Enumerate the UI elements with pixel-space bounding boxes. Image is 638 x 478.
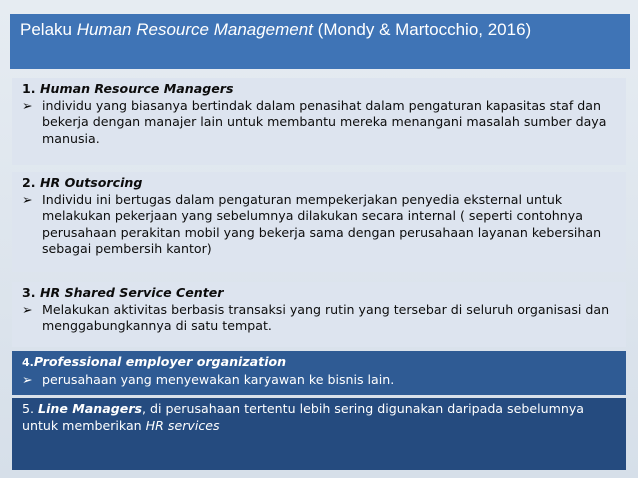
arrow-bullet-icon: ➢ — [22, 301, 33, 317]
section-title: Line Managers — [38, 401, 143, 416]
bullet-text: individu yang biasanya bertindak dalam penasihat dalam pengaturan kapasitas staf dan bekerja dengan manajer lain untuk membantu mereka menangani masalah sumber daya manusia. — [42, 97, 607, 146]
section-heading — [22, 285, 616, 302]
arrow-bullet-icon: ➢ — [22, 97, 33, 113]
section-hr-shared-service-center — [12, 282, 626, 347]
section-paragraph — [22, 401, 616, 434]
bullet-text: Individu ini bertugas dalam pengaturan mempekerjakan penyedia eksternal untuk melakukan pekerjaan yang sebelumnya dilakukan secara internal ( seperti contohnya perusahaan perakitan mobil yang bekerja sama dengan perusahaan layanan kebersihan sebagai pembersih kantor) — [42, 191, 602, 256]
slide-title — [10, 14, 630, 69]
title-emphasis: Human Resource Management — [76, 20, 313, 39]
section-number: 5. — [22, 401, 35, 416]
section-line-managers — [12, 398, 626, 470]
section-text-emphasis: HR services — [145, 417, 220, 433]
section-title: HR Outsorcing — [39, 175, 143, 190]
bullet-item — [22, 192, 616, 258]
arrow-bullet-icon: ➢ — [22, 371, 33, 387]
section-title: Human Resource Managers — [39, 81, 234, 96]
bullet-text: Melakukan aktivitas berbasis transaksi yang rutin yang tersebar di seluruh organisasi dan menggabungkannya di satu tempat. — [42, 301, 610, 333]
arrow-bullet-icon: ➢ — [22, 191, 33, 207]
title-prefix: Pelaku — [20, 20, 77, 39]
section-number: 2. — [22, 175, 36, 190]
section-professional-employer-organization — [12, 351, 626, 395]
bullet-text: perusahaan yang menyewakan karyawan ke bisnis lain. — [42, 371, 395, 387]
section-number: 1. — [22, 81, 36, 96]
section-heading — [22, 81, 616, 98]
bullet-item — [22, 98, 616, 148]
section-human-resource-managers — [12, 78, 626, 165]
section-title: Professional employer organization — [33, 354, 287, 369]
title-suffix: (Mondy & Martocchio, 2016) — [312, 20, 532, 39]
bullet-item — [22, 302, 616, 335]
section-heading — [22, 354, 616, 372]
section-hr-outsourcing — [12, 172, 626, 272]
section-number: 3. — [22, 285, 36, 300]
section-number: 4. — [22, 356, 34, 369]
section-heading — [22, 175, 616, 192]
bullet-item — [22, 372, 616, 389]
section-text: , di perusahaan tertentu lebih sering digunakan daripada sebelumnya untuk memberikan — [22, 401, 584, 433]
section-title: HR Shared Service Center — [39, 285, 224, 300]
